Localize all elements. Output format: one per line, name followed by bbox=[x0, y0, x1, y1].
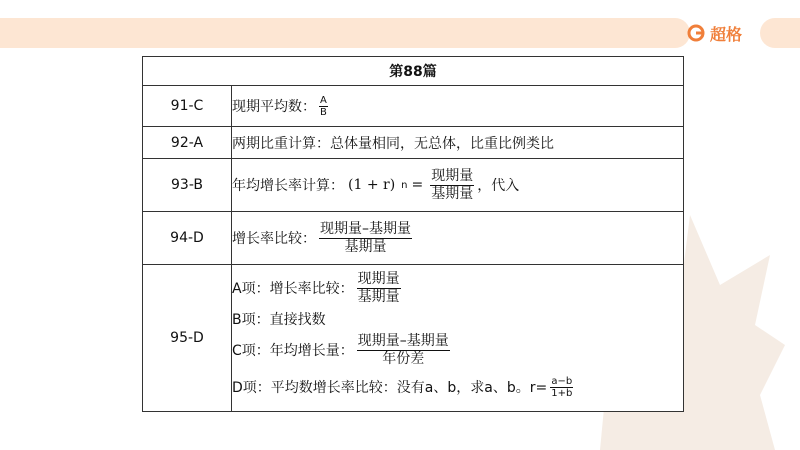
fraction-numerator: 现期量–基期量 bbox=[320, 221, 411, 238]
table-row bbox=[143, 86, 684, 127]
fraction-denominator: 年份差 bbox=[382, 350, 425, 367]
answer-code: 94-D bbox=[143, 212, 232, 265]
fraction bbox=[430, 168, 474, 201]
explanation-suffix: ，代入 bbox=[477, 178, 520, 194]
answer-explanation bbox=[232, 265, 684, 412]
fraction-denominator: B bbox=[320, 106, 327, 118]
fraction-denominator: 基期量 bbox=[344, 238, 387, 255]
table-row bbox=[143, 212, 684, 265]
answer-explanation bbox=[232, 212, 684, 265]
fraction-numerator: 现期量–基期量 bbox=[357, 333, 449, 350]
fraction bbox=[550, 376, 573, 399]
fraction bbox=[357, 271, 401, 304]
option-item bbox=[232, 368, 683, 406]
option-label: A项：增长率比较： bbox=[232, 281, 354, 297]
fraction-numerator: 现期量 bbox=[357, 271, 400, 288]
table-row bbox=[143, 265, 684, 412]
table-row bbox=[143, 127, 684, 159]
answer-explanation bbox=[232, 159, 684, 212]
answer-code: 92-A bbox=[143, 127, 232, 159]
answer-explanation: 两期比重计算：总体量相同，无总体，比重比例类比 bbox=[232, 127, 684, 159]
option-label: C项：年均增长量： bbox=[232, 343, 354, 359]
answer-table bbox=[142, 56, 684, 412]
brand-icon bbox=[686, 23, 706, 43]
fraction bbox=[357, 333, 450, 366]
equals-sign: = bbox=[411, 177, 424, 193]
answer-code: 91-C bbox=[143, 86, 232, 127]
option-label: B项：直接找数 bbox=[232, 312, 326, 328]
header-band-right bbox=[760, 18, 800, 48]
header-band bbox=[0, 18, 690, 48]
answer-code: 95-D bbox=[143, 265, 232, 412]
formula-base: (1 + r) bbox=[348, 177, 396, 193]
fraction bbox=[319, 221, 412, 254]
option-item bbox=[232, 332, 683, 368]
fraction-numerator: 现期量 bbox=[431, 168, 474, 185]
table-title: 第88篇 bbox=[143, 57, 684, 86]
fraction-numerator: a−b bbox=[551, 375, 573, 387]
brand-logo bbox=[686, 20, 742, 46]
explanation-label: 现期平均数： bbox=[232, 99, 316, 115]
answer-explanation bbox=[232, 86, 684, 127]
option-item bbox=[232, 306, 683, 332]
explanation-label: 增长率比较： bbox=[232, 231, 316, 247]
fraction-denominator: 基期量 bbox=[357, 288, 400, 305]
fraction-denominator: 1+b bbox=[551, 387, 573, 399]
formula-exponent: n bbox=[401, 179, 408, 191]
table-row bbox=[143, 159, 684, 212]
option-label: D项：平均数增长率比较：没有a、b，求a、b。r= bbox=[232, 380, 548, 396]
answer-code: 93-B bbox=[143, 159, 232, 212]
fraction-denominator: 基期量 bbox=[431, 185, 474, 202]
brand-name: 超格 bbox=[710, 24, 743, 44]
explanation-label: 年均增长率计算： bbox=[232, 178, 344, 194]
fraction bbox=[319, 95, 328, 118]
fraction-numerator: A bbox=[320, 94, 327, 106]
option-item bbox=[232, 270, 683, 306]
